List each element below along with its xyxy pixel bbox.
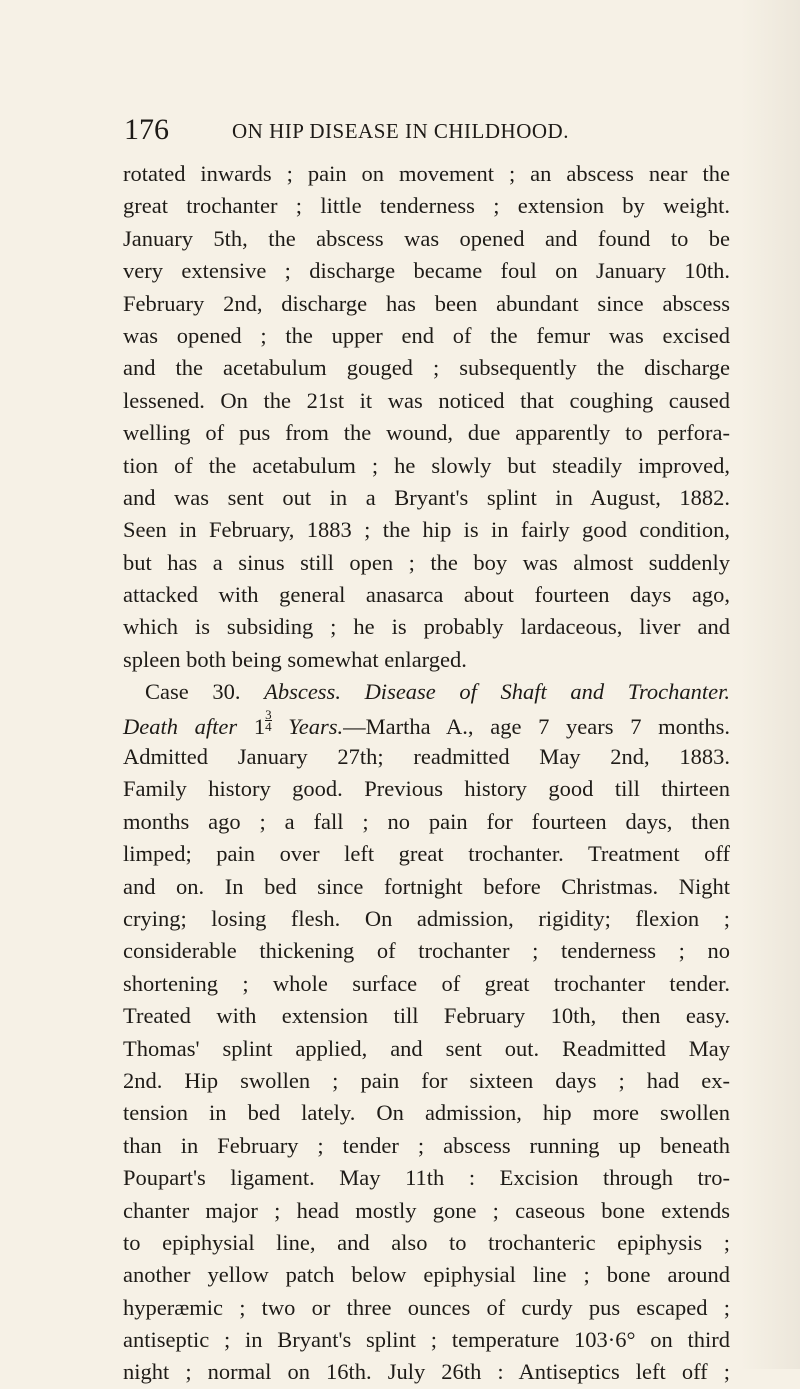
text-line: was opened ; the upper end of the femur was excised: [123, 322, 730, 348]
text-line: and the acetabulum gouged ; subsequently the discharge: [123, 355, 730, 381]
text-line: months ago ; a fall ; no pain for fourteen days, then: [123, 808, 730, 834]
text-line: night ; normal on 16th. July 26th : Antiseptics left off ;: [123, 1359, 730, 1385]
case-title-abscess: Abscess.: [264, 679, 341, 705]
text-line: another yellow patch below epiphysial line ; bone around: [123, 1262, 730, 1288]
text-line: antiseptic ; in Bryant's splint ; temperature 103·6° on third: [123, 1327, 730, 1353]
text-line: rotated inwards ; pain on movement ; an abscess near the: [123, 161, 730, 186]
text-line: lessened. On the 21st it was noticed that coughing caused: [123, 387, 730, 413]
text-line: which is subsiding ; he is probably lardaceous, liver and: [123, 614, 730, 640]
death-prefix: Death after: [123, 713, 238, 739]
text-line: limped; pain over left great trochanter. Treatment off: [123, 841, 730, 867]
text-line: welling of pus from the wound, due apparently to perfora-: [123, 420, 730, 446]
text-line: Treated with extension till February 10th, then easy.: [123, 1003, 730, 1029]
text-line: Family history good. Previous history good till thirteen: [123, 776, 730, 802]
text-line: but has a sinus still open ; the boy was almost suddenly: [123, 549, 730, 575]
text-line: than in February ; tender ; abscess running up beneath: [123, 1132, 730, 1158]
text-line: very extensive ; discharge became foul on January 10th.: [123, 258, 730, 284]
page-number: 176: [124, 113, 169, 146]
fraction-denominator: 4: [265, 718, 272, 734]
text-line: attacked with general anasarca about fourteen days ago,: [123, 582, 730, 608]
text-line: spleen both being somewhat enlarged.: [123, 646, 467, 672]
text-line: Poupart's ligament. May 11th : Excision through tro-: [123, 1165, 730, 1191]
fraction: [265, 706, 272, 734]
text-line: hyperæmic ; two or three ounces of curdy pus escaped ;: [123, 1294, 730, 1320]
text-line: tension in bed lately. On admission, hip more swollen: [123, 1100, 730, 1126]
text-line: and on. In bed since fortnight before Christmas. Night: [123, 873, 730, 899]
text-line: considerable thickening of trochanter ; tenderness ; no: [123, 938, 730, 964]
text-line: Seen in February, 1883 ; the hip is in fairly good condition,: [123, 517, 730, 543]
text-line: and was sent out in a Bryant's splint in August, 1882.: [123, 484, 730, 510]
case-label: Case 30.: [145, 679, 241, 705]
page-edge-shadow: [740, 0, 800, 1369]
fraction-whole: 1: [253, 713, 266, 739]
text-line: shortening ; whole surface of great trochanter tender.: [123, 970, 730, 996]
text-line: chanter major ; head mostly gone ; caseous bone extends: [123, 1197, 730, 1223]
running-head: ON HIP DISEASE IN CHILDHOOD.: [232, 119, 569, 143]
text-line: Thomas' splint applied, and sent out. Readmitted May: [123, 1035, 730, 1061]
case-heading-line: [123, 676, 730, 708]
case-heading-line-2: [123, 706, 731, 741]
patient-info: —Martha A., age 7 years 7 months.: [343, 713, 731, 739]
text-line: Admitted January 27th; readmitted May 2nd, 1883.: [123, 744, 730, 770]
text-line: tion of the acetabulum ; he slowly but steadily improved,: [123, 452, 730, 478]
page-header: [124, 112, 714, 152]
years-label: Years.: [288, 713, 344, 739]
body-text: [123, 158, 730, 1389]
text-line: great trochanter ; little tenderness ; extension by weight.: [123, 193, 730, 219]
fraction-numerator: 3: [265, 706, 272, 722]
text-line: January 5th, the abscess was opened and found to be: [123, 225, 730, 251]
text-line: February 2nd, discharge has been abundant since abscess: [123, 290, 730, 316]
text-line: crying; losing flesh. On admission, rigidity; flexion ;: [123, 905, 730, 931]
text-line: to epiphysial line, and also to trochanteric epiphysis ;: [123, 1229, 730, 1255]
case-title-disease: Disease of Shaft and Trochanter.: [364, 679, 731, 705]
text-line: 2nd. Hip swollen ; pain for sixteen days ; had ex-: [123, 1067, 730, 1093]
